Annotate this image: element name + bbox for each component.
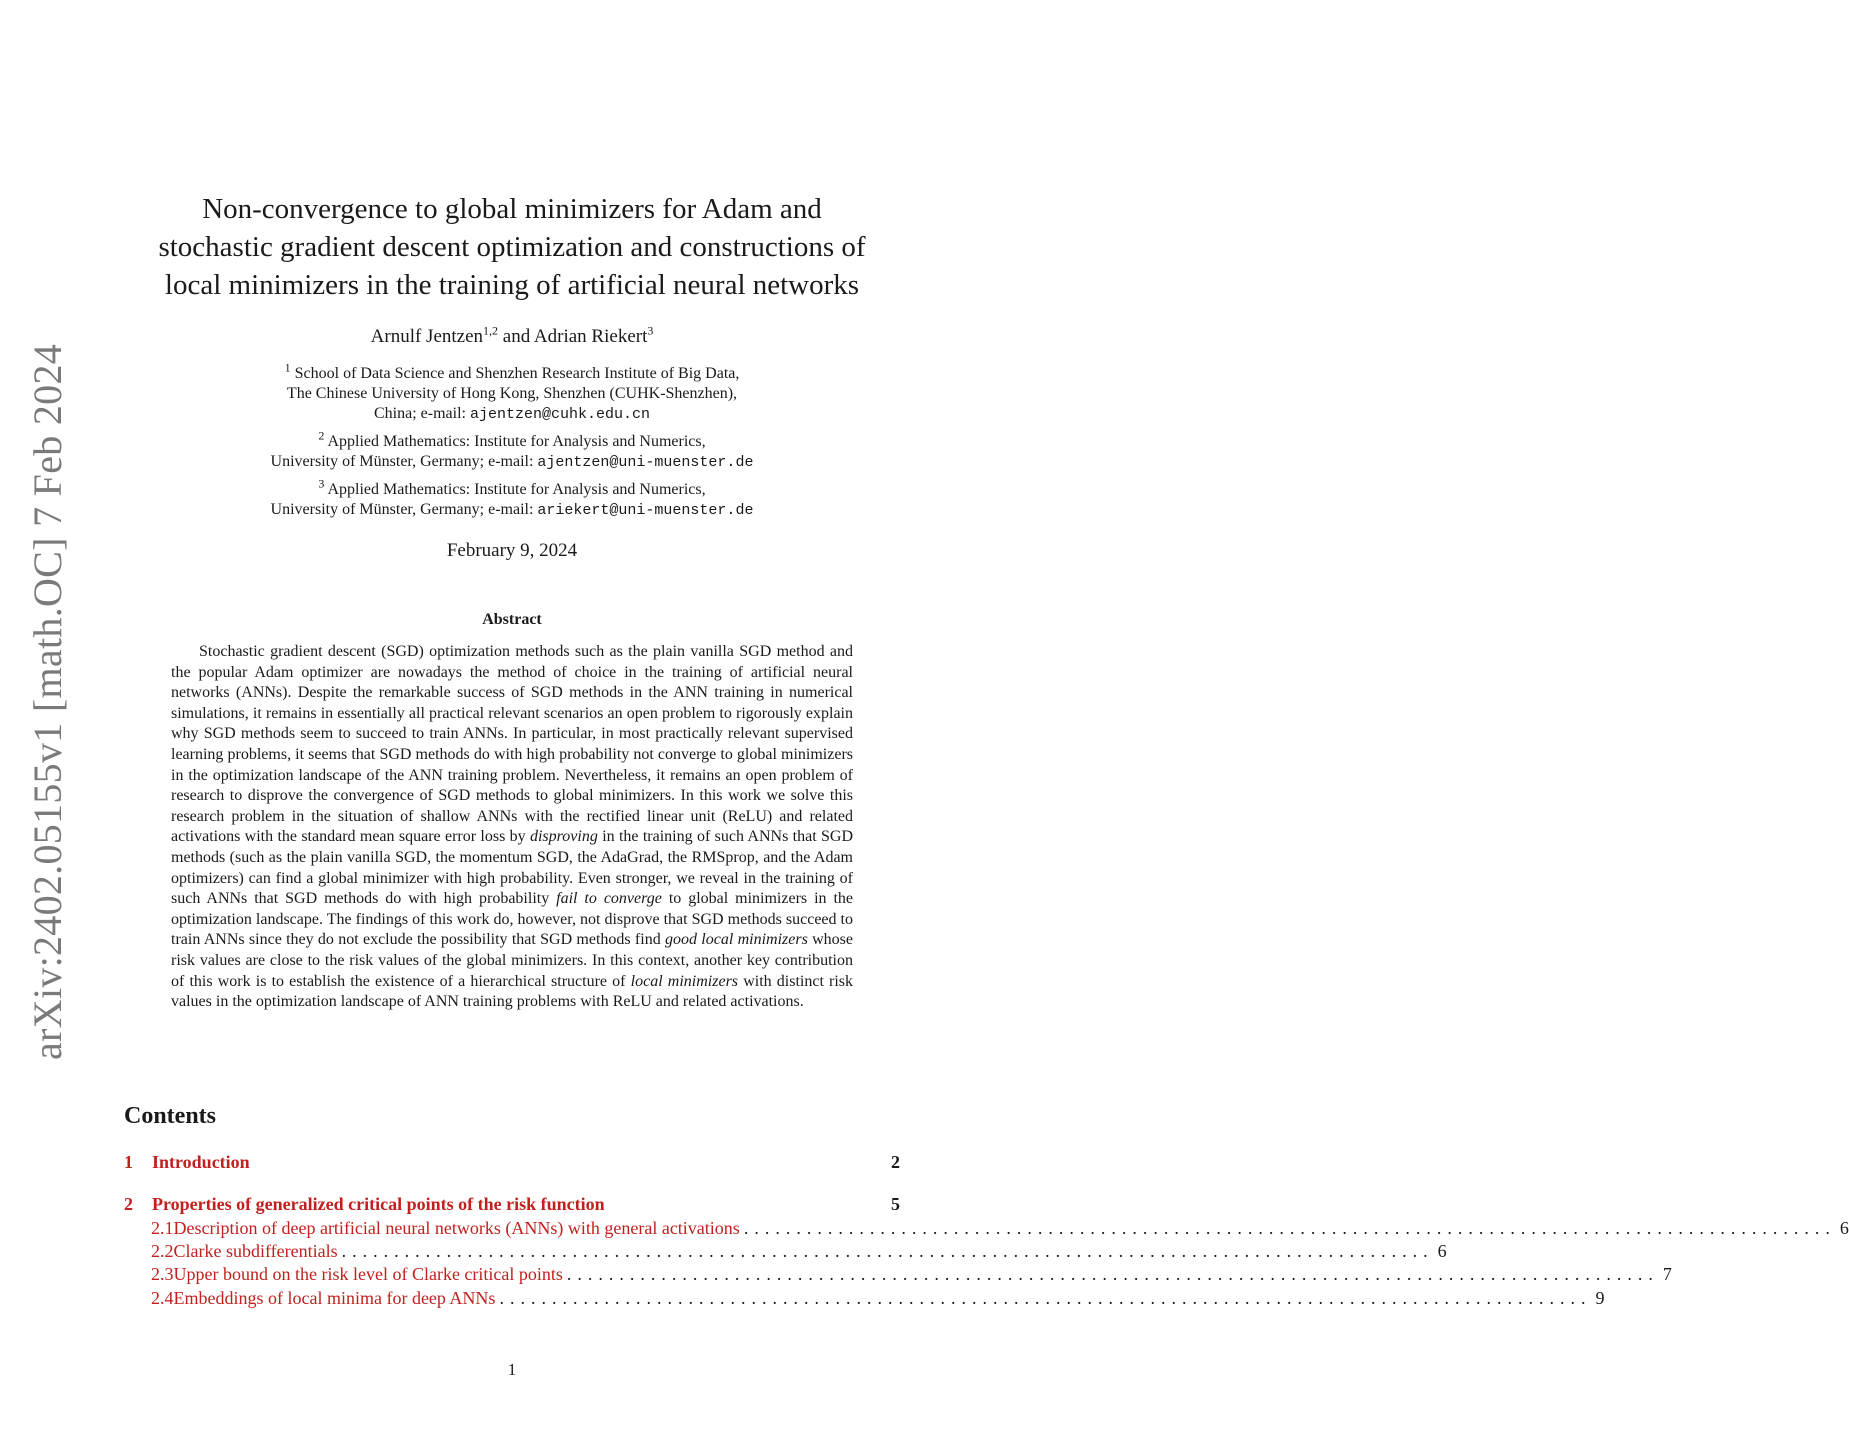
abstract-text: with distinct risk values in the optimization landscape of ANN training problems with ReLU and related activations.	[171, 972, 854, 1011]
abstract-emphasis: fail to converge	[556, 890, 662, 908]
affiliation-mark: 2	[318, 428, 325, 443]
email-link[interactable]: ajentzen@uni-muenster.de	[537, 454, 754, 471]
affiliation-email-label: China; e-mail:	[373, 405, 466, 422]
toc-leader-dots: ........................................................................................................	[499, 1288, 1592, 1308]
affiliation-line: The Chinese University of Hong Kong, Shenzhen (CUHK-Shenzhen),	[286, 385, 738, 402]
toc-page-number: 6	[1839, 1218, 1849, 1238]
author-affiliation-mark: 3	[647, 323, 654, 338]
abstract-text: whose risk values are close to the risk values of the global minimizers. In this context, another key contribution of this work is to establish the existence of a hierarchical structure of	[171, 931, 853, 990]
abstract-text: in the training of such ANNs that SGD methods (such as the plain vanilla SGD, the momentum SGD, the AdaGrad, the RMSprop, and the Adam optimizers) can find a global minimizer with high probability. Even stronger, we reveal in the training of such ANNs that SGD methods do with high probability	[171, 828, 854, 908]
toc-page-number: 9	[1595, 1288, 1605, 1308]
affiliation-mark: 3	[318, 476, 325, 491]
abstract-body	[171, 642, 853, 1013]
toc-subsection-number: 2.3	[151, 1264, 174, 1284]
toc-subsection-link[interactable]	[124, 1288, 1605, 1312]
toc-section-link[interactable]	[124, 1194, 900, 1218]
affiliation-mark: 1	[284, 360, 291, 375]
affiliation-line: School of Data Science and Shenzhen Research Institute of Big Data,	[294, 365, 740, 382]
abstract-text: to global minimizers in the optimization landscape. The findings of this work do, however, not disprove that SGD methods succeed to train ANNs since they do not exclude the possibility that SGD methods find	[171, 890, 854, 949]
title-line-3: local minimizers in the training of artificial neural networks	[164, 269, 860, 301]
email-link[interactable]: ariekert@uni-muenster.de	[537, 502, 754, 519]
toc-subsection-number: 2.1	[151, 1218, 174, 1238]
toc-page-number: 5	[891, 1194, 900, 1214]
toc-subsection-title: Clarke subdifferentials	[173, 1241, 338, 1261]
toc-section-number: 2	[124, 1194, 133, 1214]
toc-subsection-link[interactable]	[124, 1218, 1849, 1242]
abstract-emphasis: disproving	[529, 828, 598, 846]
toc-page-number: 2	[891, 1152, 900, 1172]
author-name: Arnulf Jentzen	[370, 326, 484, 347]
affiliation-email-label: University of Münster, Germany; e-mail:	[270, 453, 534, 470]
email-link[interactable]: ajentzen@cuhk.edu.cn	[469, 406, 650, 423]
abstract-emphasis: local minimizers	[630, 972, 739, 990]
paper-title	[120, 190, 904, 304]
toc-subsection-title: Upper bound on the risk level of Clarke critical points	[173, 1264, 563, 1284]
toc-subsection-title: Description of deep artificial neural networks (ANNs) with general activations	[173, 1218, 740, 1238]
toc-page-number: 6	[1437, 1241, 1447, 1261]
affiliation-line: Applied Mathematics: Institute for Analysis and Numerics,	[327, 481, 706, 498]
affiliation-3	[120, 476, 904, 521]
toc-subsection-number: 2.4	[151, 1288, 174, 1308]
abstract-emphasis: good local minimizers	[665, 931, 808, 949]
author-name: Adrian Riekert	[533, 326, 648, 347]
arxiv-identifier-stamp: arXiv:2402.05155v1 [math.OC] 7 Feb 2024	[25, 343, 70, 1060]
title-line-2: stochastic gradient descent optimization and constructions of	[158, 231, 866, 263]
toc-subsection-title: Embeddings of local minima for deep ANNs	[173, 1288, 496, 1308]
affiliation-email-label: University of Münster, Germany; e-mail:	[270, 501, 534, 518]
title-line-1: Non-convergence to global minimizers for Adam and	[202, 193, 822, 225]
toc-subsection-link[interactable]	[124, 1264, 1672, 1288]
toc-leader-dots: ........................................................................................................	[341, 1241, 1434, 1261]
toc-section-title: Introduction	[152, 1152, 250, 1172]
author-affiliation-mark: 1,2	[483, 323, 499, 338]
author-conjunction: and	[502, 326, 531, 347]
toc-subsection-link[interactable]	[124, 1241, 1447, 1265]
toc-leader-dots: ........................................................................................................	[743, 1218, 1836, 1238]
affiliation-1	[120, 360, 904, 425]
contents-heading: Contents	[124, 1103, 217, 1129]
toc-section-title: Properties of generalized critical points of the risk function	[152, 1194, 605, 1214]
toc-page-number: 7	[1662, 1264, 1672, 1284]
abstract-text: Stochastic gradient descent (SGD) optimization methods such as the plain vanilla SGD method and the popular Adam optimizer are nowadays the method of choice in the training of artificial neural networks (ANNs). Despite the remarkable success of SGD methods in the ANN training in numerical simulations, it remains in essentially all practical relevant scenarios an open problem to rigorously explain why SGD methods seem to succeed to train ANNs. In particular, in most practically relevant supervised learning problems, it seems that SGD methods do with high probability not converge to global minimizers in the optimization landscape of the ANN training problem. Nevertheless, it remains an open problem of research to disprove the convergence of SGD methods to global minimizers. In this work we solve this research problem in the situation of shallow ANNs with the rectified linear unit (ReLU) and related activations with the standard mean square error loss by	[171, 643, 853, 846]
toc-subsection-number: 2.2	[151, 1241, 174, 1261]
toc-leader-dots: ........................................................................................................	[566, 1264, 1659, 1284]
publication-date: February 9, 2024	[446, 540, 578, 561]
abstract-heading: Abstract	[482, 611, 542, 628]
author-list	[120, 323, 904, 348]
page-number: 1	[507, 1360, 517, 1379]
toc-section-number: 1	[124, 1152, 133, 1172]
affiliation-line: Applied Mathematics: Institute for Analysis and Numerics,	[327, 433, 706, 450]
toc-section-link[interactable]	[124, 1152, 900, 1176]
affiliation-2	[120, 428, 904, 473]
